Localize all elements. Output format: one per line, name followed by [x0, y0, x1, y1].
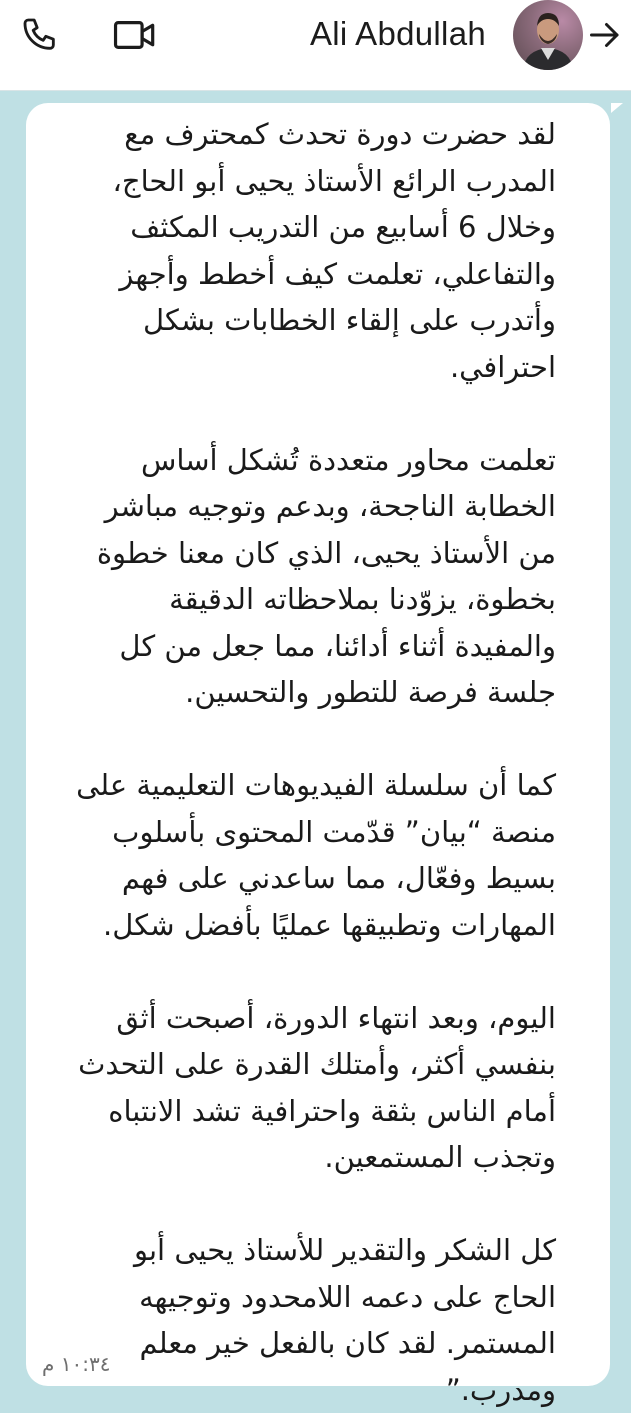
avatar[interactable] — [513, 0, 583, 70]
message-paragraph: كل الشكر والتقدير للأستاذ يحيى أبو الحاج على دعمه اللامحدود وتوجيهه المستمر. لقد كان بالفعل خير معلم ومدرب.” — [133, 1233, 556, 1407]
phone-icon[interactable] — [15, 10, 65, 60]
bubble-tail — [611, 103, 623, 113]
video-camera-icon[interactable] — [110, 10, 160, 60]
message-paragraph: تعلمت محاور متعددة تُشكل أساس الخطابة الناجحة، وبدعم وتوجيه مباشر من الأستاذ يحيى، الذي كان معنا خطوة بخطوة، يزوّدنا بملاحظاته الدقيقة والمفيدة أثناء أدائنا، مما جعل من كل جلسة فرصة للتطور والتحسين. — [96, 442, 556, 709]
arrow-right-icon[interactable] — [580, 10, 630, 60]
message-paragraph: اليوم، وبعد انتهاء الدورة، أصبحت أثق بنفسي أكثر، وأمتلك القدرة على التحدث أمام الناس بثقة واحترافية تشد الانتباه وتجذب المستمعين. — [78, 1000, 556, 1174]
message-timestamp: ١٠:٣٤ م — [42, 1352, 111, 1376]
chat-header — [0, 0, 631, 91]
contact-name[interactable]: Ali Abdullah — [309, 15, 486, 52]
message-paragraph: لقد حضرت دورة تحدث كمحترف مع المدرب الرائع الأستاذ يحيى أبو الحاج، وخلال 6 أسابيع من التدريب المكثف والتفاعلي، تعلمت كيف أخطط وأجهز وأتدرب على إلقاء الخطابات بشكل احترافي. — [112, 117, 556, 384]
message-paragraph: كما أن سلسلة الفيديوهات التعليمية على منصة “بيان” قدّمت المحتوى بأسلوب بسيط وفعّال، مما ساعدني على فهم المهارات وتطبيقها عمليًا بأفضل شكل. — [76, 768, 556, 942]
message-bubble[interactable] — [26, 103, 610, 1407]
